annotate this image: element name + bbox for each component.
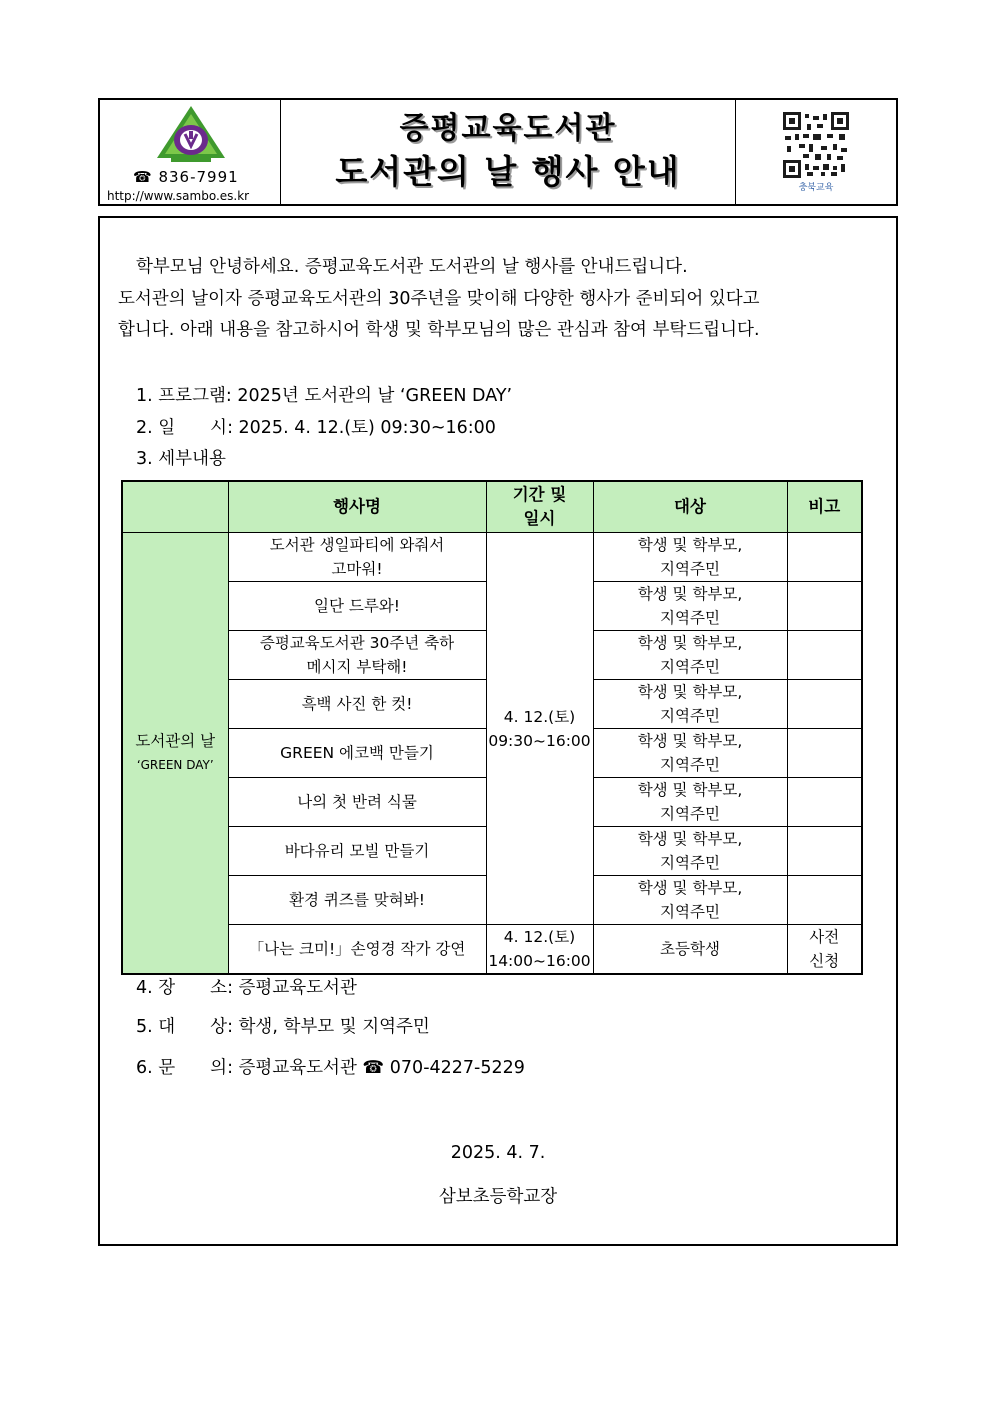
shared-period-date: 4. 12.(토) [503, 707, 576, 726]
document-header [98, 98, 898, 206]
target-line1: 학생 및 학부모, [637, 536, 743, 554]
intro-text [118, 252, 882, 347]
target-cell [593, 876, 787, 925]
event-name-cell [228, 827, 486, 876]
intro-paragraph-3: 합니다. 아래 내용을 참고하시어 학생 및 학부모님의 많은 관심과 참여 부탁드립니다. [118, 320, 760, 340]
event-name: 나의 첫 반려 식물 [297, 793, 417, 811]
target-line2: 지역주민 [660, 805, 720, 823]
target-line1: 학생 및 학부모, [637, 585, 743, 603]
event-name: 일단 드루와! [313, 597, 400, 615]
target-cell [593, 582, 787, 631]
target-line2: 지역주민 [660, 609, 720, 627]
document-signer: 삼보초등학교장 [438, 1187, 558, 1207]
target-line2: 지역주민 [660, 903, 720, 921]
shared-period-time: 09:30~16:00 [488, 731, 591, 750]
item-contact: 6. 문 의: 증평교육도서관 ☎ 070-4227-5229 [136, 1058, 525, 1078]
group-sublabel: ‘GREEN DAY’ [136, 758, 214, 772]
target-line2: 지역주민 [660, 560, 720, 578]
note-line1: 사전 [809, 928, 840, 946]
period-date: 4. 12.(토) [503, 928, 576, 946]
qr-code-icon [783, 112, 849, 178]
header-group-cell [122, 481, 228, 533]
target-line1: 학생 및 학부모, [637, 830, 743, 848]
period-time: 14:00~16:00 [488, 952, 591, 970]
document-date: 2025. 4. 7. [450, 1143, 546, 1163]
header-event-name: 행사명 [228, 481, 486, 533]
target-line2: 지역주민 [660, 658, 720, 676]
target-cell [593, 631, 787, 680]
school-logo-icon [155, 104, 227, 166]
event-name-cell [228, 631, 486, 680]
target-line2: 지역주민 [660, 854, 720, 872]
event-name-cell [228, 778, 486, 827]
note-cell [787, 778, 862, 827]
title-event: 도서관의 날 행사 안내 [335, 152, 681, 191]
event-name: 증평교육도서관 30주년 축하 [259, 634, 455, 652]
note-cell [787, 729, 862, 778]
target-cell [593, 533, 787, 582]
item-details: 3. 세부내용 [136, 449, 226, 469]
note-cell [787, 582, 862, 631]
event-name: GREEN 에코백 만들기 [280, 744, 434, 762]
target-line1: 학생 및 학부모, [637, 634, 743, 652]
note-cell [787, 876, 862, 925]
qr-box [735, 100, 896, 204]
target-cell [593, 778, 787, 827]
event-name: 도서관 생일파티에 와줘서 [269, 536, 445, 554]
header-period-line1: 기간 및 [512, 485, 567, 504]
event-name-cell [228, 533, 486, 582]
group-label: 도서관의 날 [135, 732, 216, 750]
intro-paragraph-1: 학부모님 안녕하세요. 증평교육도서관 도서관의 날 행사를 안내드립니다. [136, 257, 688, 277]
table-row [122, 925, 862, 975]
note-cell [787, 925, 862, 975]
title-box [281, 100, 735, 204]
target-line1: 초등학생 [660, 940, 720, 958]
target-line1: 학생 및 학부모, [637, 879, 743, 897]
target-cell [593, 729, 787, 778]
event-name-cont: 고마워! [331, 560, 383, 578]
target-cell [593, 680, 787, 729]
event-table [121, 480, 863, 975]
target-line1: 학생 및 학부모, [637, 732, 743, 750]
school-info-box [100, 100, 281, 204]
target-line2: 지역주민 [660, 707, 720, 725]
qr-caption: 충북교육 [798, 182, 834, 193]
event-name-cell [228, 925, 486, 975]
event-name-cell [228, 680, 486, 729]
event-name-cell [228, 582, 486, 631]
school-phone: ☎ 836-7991 [133, 168, 239, 186]
period-cell [486, 925, 593, 975]
target-cell [593, 827, 787, 876]
note-cell [787, 631, 862, 680]
target-line1: 학생 및 학부모, [637, 781, 743, 799]
item-place: 4. 장 소: 증평교육도서관 [136, 978, 357, 998]
table-row [122, 533, 862, 582]
event-name: 흑백 사진 한 컷! [301, 695, 413, 713]
target-line2: 지역주민 [660, 756, 720, 774]
shared-period-cell [486, 533, 593, 925]
document-body [98, 216, 898, 1246]
header-period [486, 481, 593, 533]
target-line1: 학생 및 학부모, [637, 683, 743, 701]
event-name-cell [228, 729, 486, 778]
note-line2: 신청 [809, 952, 840, 970]
school-url[interactable]: http://www.sambo.es.kr [107, 189, 250, 203]
intro-paragraph-2: 도서관의 날이자 증평교육도서관의 30주년을 맞이해 다양한 행사가 준비되어 있다고 [118, 288, 760, 309]
header-target: 대상 [593, 481, 787, 533]
event-name: 환경 퀴즈를 맞혀봐! [289, 891, 425, 909]
note-cell [787, 680, 862, 729]
target-cell [593, 925, 787, 975]
header-period-line2: 일시 [523, 509, 556, 528]
note-cell [787, 533, 862, 582]
item-datetime: 2. 일 시: 2025. 4. 12.(토) 09:30~16:00 [136, 418, 496, 438]
title-library-name: 증평교육도서관 [399, 111, 617, 146]
item-program: 1. 프로그램: 2025년 도서관의 날 ‘GREEN DAY’ [136, 386, 513, 406]
event-name: 「나는 크미!」손영경 작가 강연 [248, 940, 466, 958]
event-name-cont: 메시지 부탁해! [306, 658, 408, 676]
event-name: 바다유리 모빌 만들기 [284, 842, 430, 860]
note-cell [787, 827, 862, 876]
header-note: 비고 [787, 481, 862, 533]
group-cell [122, 533, 228, 975]
event-name-cell [228, 876, 486, 925]
item-target: 5. 대 상: 학생, 학부모 및 지역주민 [136, 1017, 430, 1037]
